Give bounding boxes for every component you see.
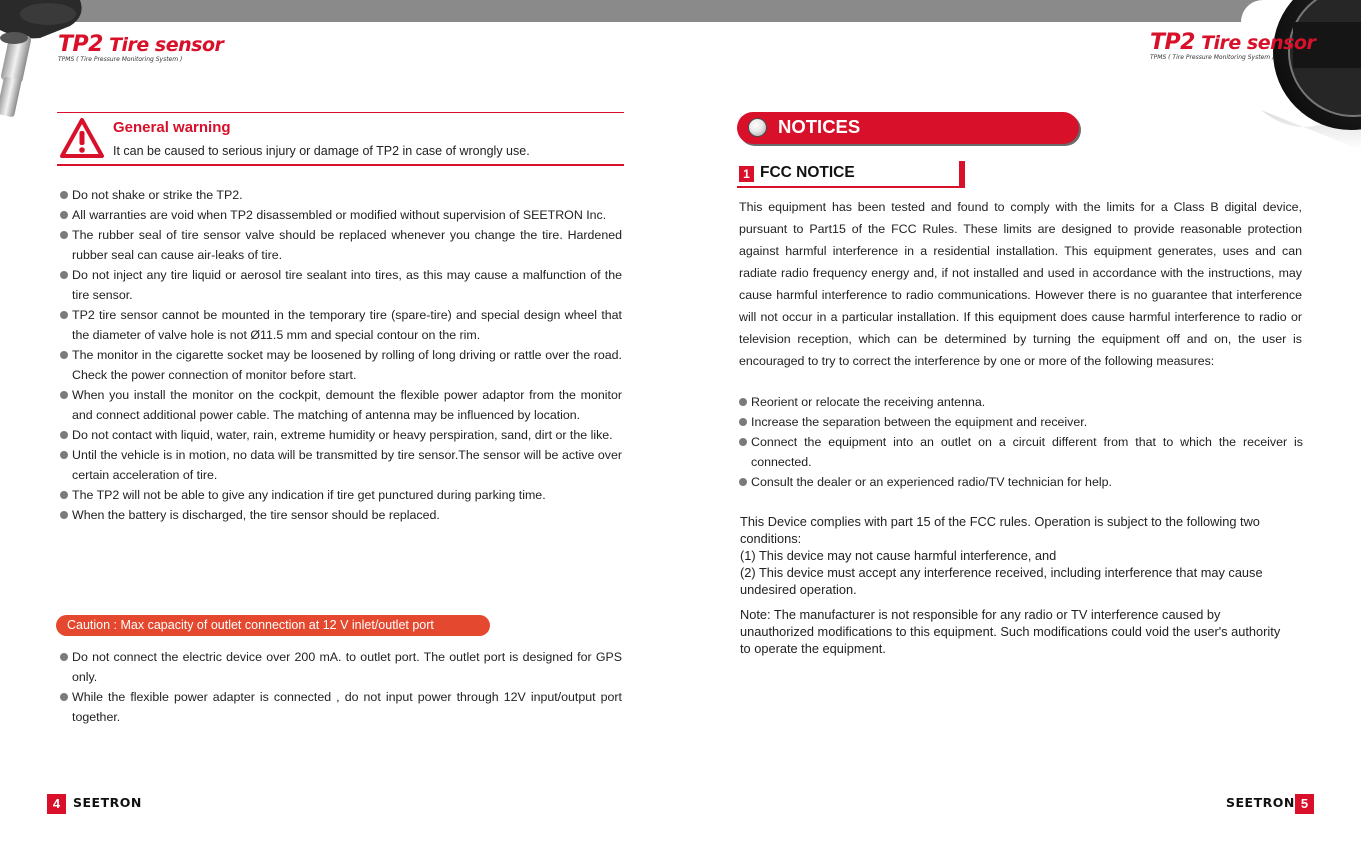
notices-title: NOTICES <box>778 116 861 137</box>
list-item: When the battery is discharged, the tire sensor should be replaced. <box>60 505 622 525</box>
fcc-measures-list <box>739 392 1303 492</box>
bullet-icon <box>60 431 68 439</box>
list-item: Consult the dealer or an experienced radio/TV technician for help. <box>739 472 1303 492</box>
bullet-icon <box>60 191 68 199</box>
list-item: Do not contact with liquid, water, rain, extreme humidity or heavy perspiration, sand, dirt or the like. <box>60 425 622 445</box>
logo-tp2-text: TP2 <box>1150 30 1195 55</box>
bullet-icon <box>739 438 747 446</box>
fcc-notice-title: FCC NOTICE <box>760 164 855 181</box>
fcc-note-text: Note: The manufacturer is not responsible for any radio or TV interference caused by unauthorized modifications to this equipment. Such modifications could void the user's authority to operate the equipment. <box>740 607 1281 656</box>
list-item: TP2 tire sensor cannot be mounted in the temporary tire (spare-tire) and special design wheel that the diameter of valve hole is not Ø11.5 mm and special contour on the rim. <box>60 305 622 345</box>
logo-name-text: Tire sensor <box>1201 32 1316 54</box>
general-warning-text: It can be caused to serious injury or damage of TP2 in case of wrongly use. <box>113 144 530 158</box>
notice-circle-icon <box>748 118 767 137</box>
bullet-icon <box>60 653 68 661</box>
list-item: The monitor in the cigarette socket may be loosened by rolling of long driving or rattle over the road. Check the power connection of monitor before start. <box>60 345 622 385</box>
bullet-icon <box>60 271 68 279</box>
tp2-logo-right <box>1150 30 1316 67</box>
logo-subtitle: TPMS ( Tire Pressure Monitoring System ) <box>1150 54 1275 61</box>
page-number-left: 4 <box>47 794 66 814</box>
bullet-icon <box>60 511 68 519</box>
logo-subtitle: TPMS ( Tire Pressure Monitoring System ) <box>58 56 183 63</box>
bullet-icon <box>739 418 747 426</box>
list-item: While the flexible power adapter is connected , do not input power through 12V input/output port together. <box>60 687 622 727</box>
logo-name-text: Tire sensor <box>109 34 224 56</box>
bullet-icon <box>60 451 68 459</box>
brand-footer-left: SEETRON <box>73 795 142 810</box>
list-item: Until the vehicle is in motion, no data will be transmitted by tire sensor.The sensor will be active over certain acceleration of tire. <box>60 445 622 485</box>
list-item: Increase the separation between the equipment and receiver. <box>739 412 1303 432</box>
caution-label: Caution : Max capacity of outlet connection at 12 V inlet/outlet port <box>56 615 490 636</box>
list-item: The TP2 will not be able to give any indication if tire get punctured during parking time. <box>60 485 622 505</box>
warning-list <box>60 185 622 525</box>
fcc-part15-block <box>740 513 1288 598</box>
bullet-icon <box>60 391 68 399</box>
bullet-icon <box>739 398 747 406</box>
bullet-icon <box>60 491 68 499</box>
bullet-icon <box>60 211 68 219</box>
bullet-icon <box>60 693 68 701</box>
list-item: The rubber seal of tire sensor valve should be replaced whenever you change the tire. Hardened rubber seal can cause air-leaks of tire. <box>60 225 622 265</box>
caution-list <box>60 647 622 727</box>
fcc-condition-1: (1) This device may not cause harmful interference, and <box>740 548 1057 563</box>
page-number-right: 5 <box>1295 794 1314 814</box>
warning-bottom-rule <box>57 164 624 166</box>
fcc-condition-2: (2) This device must accept any interference received, including interference that may cause undesired operation. <box>740 565 1263 597</box>
list-item: All warranties are void when TP2 disassembled or modified without supervision of SEETRON Inc. <box>60 205 622 225</box>
list-item: Do not connect the electric device over 200 mA. to outlet port. The outlet port is designed for GPS only. <box>60 647 622 687</box>
warning-triangle-icon <box>59 117 105 159</box>
bullet-icon <box>60 231 68 239</box>
fcc-section-number: 1 <box>739 166 754 182</box>
list-item: Connect the equipment into an outlet on a circuit different from that to which the receiver is connected. <box>739 432 1303 472</box>
bullet-icon <box>60 311 68 319</box>
general-warning-title: General warning <box>113 119 231 136</box>
bullet-icon <box>60 351 68 359</box>
list-item: Do not shake or strike the TP2. <box>60 185 622 205</box>
fcc-title-bracket <box>959 161 965 188</box>
list-item: Reorient or relocate the receiving antenna. <box>739 392 1303 412</box>
list-item: Do not inject any tire liquid or aerosol tire sealant into tires, as this may cause a malfunction of the tire sensor. <box>60 265 622 305</box>
list-item: When you install the monitor on the cockpit, demount the flexible power adaptor from the monitor and connect additional power cable. The matching of antenna may be influenced by location. <box>60 385 622 425</box>
top-banner <box>0 0 1361 22</box>
logo-tp2-text: TP2 <box>58 32 103 57</box>
tp2-logo-left <box>58 32 224 69</box>
fcc-body-text: This equipment has been tested and found to comply with the limits for a Class B digital device, pursuant to Part15 of the FCC Rules. These limits are designed to provide reasonable protection against harmful interference in a residential installation. This equipment generates, uses and can radiate radio frequency energy and, if not installed and used in accordance with the instructions, may cause harmful interference to radio communications. However there is no guarantee that interference will not occur in a particular installation. If this equipment does cause harmful interference to radio or television reception, which can be determined by turning the equipment off and on, the user is encouraged to try to correct the interference by one or more of the following measures: <box>739 200 1302 368</box>
brand-footer-right: SEETRON <box>1226 795 1295 810</box>
bullet-icon <box>739 478 747 486</box>
fcc-part15-intro: This Device complies with part 15 of the FCC rules. Operation is subject to the following two conditions: <box>740 514 1260 546</box>
warning-top-rule <box>57 112 624 113</box>
fcc-title-underline <box>737 186 965 188</box>
monitor-device-image <box>1241 0 1361 150</box>
